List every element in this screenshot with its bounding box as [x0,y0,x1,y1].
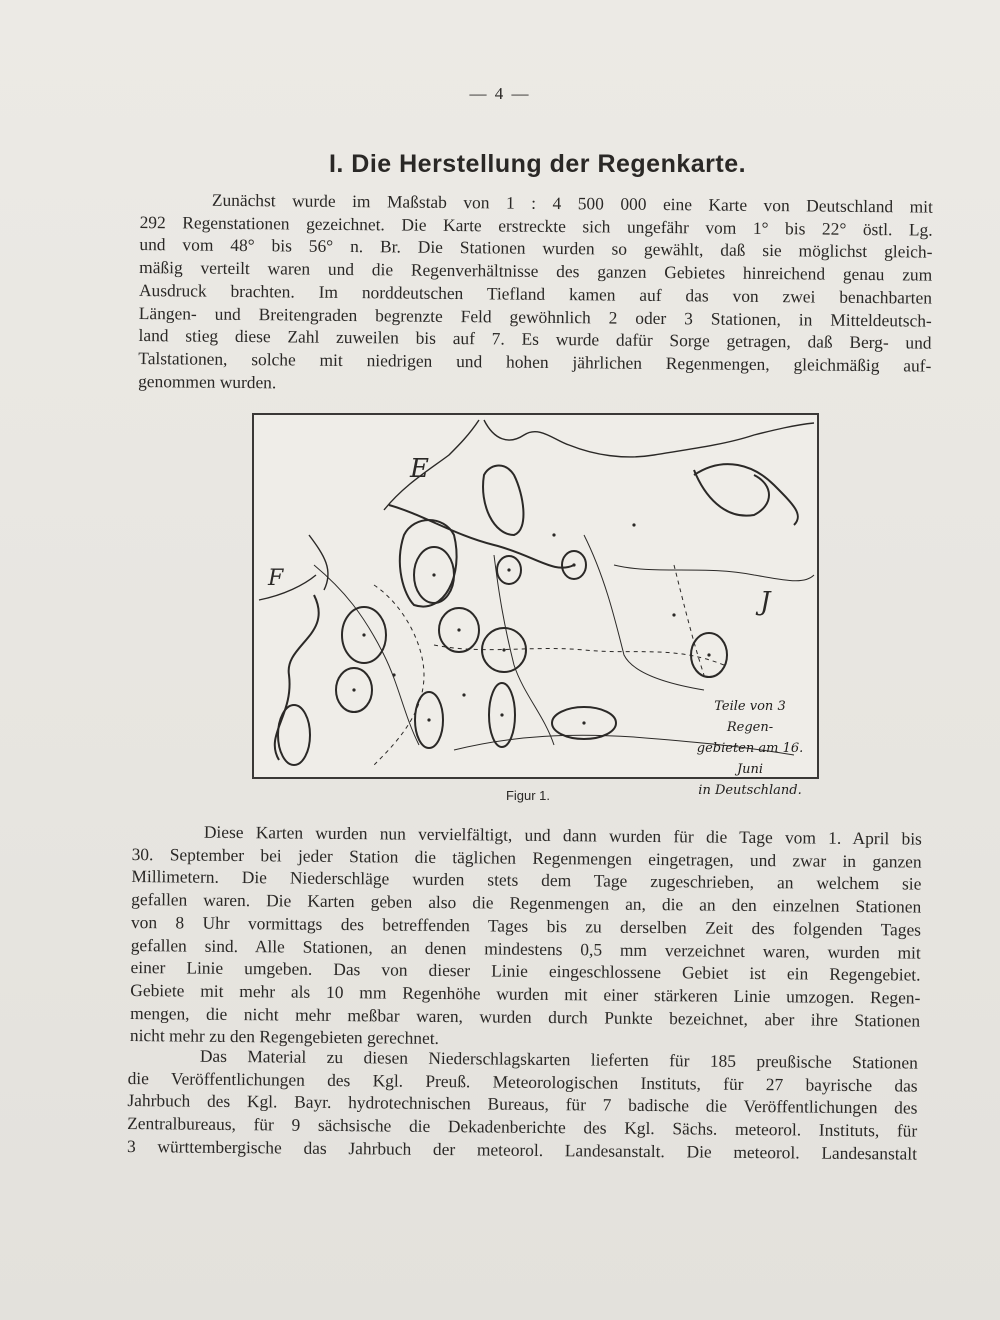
page-number: — 4 — [469,84,531,103]
text-line: 30. September bei jeder Station die täglichen Regenmengen eingetragen, und zwar in ganzen [131,843,922,872]
text-line: Zentralbureaus, für 9 sächsische die Dekadenberichte des Kgl. Sächs. meteorol. Instituts, für [127,1113,918,1141]
map-label-j: J [760,587,771,617]
text-line: von 8 Uhr vormittags des betreffenden Tages bis zu derselben Zeit des folgenden Tages [130,911,922,940]
text-line: Talstationen, solche mit niedrigen und hohen jährlichen Regenmengen, gleichmäßig auf- [138,347,932,376]
rain-area [694,470,769,516]
rain-area [389,505,574,568]
text-line: 292 Regenstationen gezeichnet. Die Karte erstreckte sich ungefähr vom 1° bis 22° östl. Lg. [139,211,933,240]
text-line: mengen, die nicht mehr meßbar waren, wurden durch Punkte bezeichnet, aber ihre Stationen [130,1002,921,1031]
annotation-line: gebieten am 16. Juni [696,741,804,777]
text-line: mäßig verteilt waren und die Regenverhältnisse des ganzen Gebietes hinreichend genau zum [139,257,933,285]
text-line: Ausdruck brachten. Im norddeutschen Tiefland kamen auf das von zwei benachbarten [138,279,933,308]
annotation-line: Teile von 3 Regen- [714,699,786,735]
map-label-e: E [410,454,429,484]
text-line: Millimetern. Die Niederschläge wurden stets dem Tage zugeschrieben, an welchem sie [131,866,922,894]
text-line: Zunächst wurde im Maßstab von 1 : 4 500 000 eine Karte von Deutschland mit [211,189,933,217]
text-line: einer Linie umgeben. Das von dieser Linie eingeschlossene Gebiet ist ein Regengebiet. [130,957,921,985]
text-line: nicht mehr zu den Regengebieten gerechnet. [129,1025,440,1049]
text-line: gefallen waren. Die Karten geben also die Regenmengen an, die an den einzelnen Stationen [131,889,922,917]
map-annotation [690,696,810,801]
border [374,585,424,765]
text-line: land stieg diese Zahl zuweilen bis auf 7. Es wurde dafür Sorge getragen, daß Berg- und [138,325,932,353]
border [434,645,724,665]
text-line: Jahrbuch des Kgl. Bayr. hydrotechnischen Bureaus, für 7 badische die Veröffentlichungen des [127,1090,918,1118]
text-line: 3 württembergische das Jahrbuch der meteorol. Landesanstalt. Die meteorol. Landesanstalt [126,1135,918,1164]
station-marks [352,523,710,724]
map-label-f: F [268,566,284,591]
text-line: Diese Karten wurden nun vervielfältigt, und dann wurden für die Tage vom 1. April bis [203,821,922,849]
text-line: Das Material zu diesen Niederschlagskarten lieferten für 185 preußische Stationen [199,1045,918,1073]
paragraph-intro [138,188,933,400]
coastline [384,420,814,510]
paragraph-method [130,820,922,1055]
river [314,565,419,745]
section-heading: I. Die Herstellung der Regenkarte. [328,150,747,178]
rain-area [483,466,523,535]
text-line: die Veröffentlichungen des Kgl. Preuß. Meteorologischen Instituts, für 27 bayrische das [127,1067,918,1096]
paragraph-sources [127,1044,918,1165]
text-line: gefallen sind. Alle Stationen, an denen mindestens 0,5 mm verzeichnet waren, wurden mit [130,934,921,963]
border [674,565,704,675]
text-line: genommen wurden. [138,370,277,392]
text-line: Gebiete mit mehr als 10 mm Regenhöhe wurden mit einer stärkeren Linie umzogen. Regen- [130,979,921,1008]
text-line: Längen- und Breitengraden begrenzte Feld gewöhnlich 2 oder 3 Stationen, in Mitteldeutsch- [138,302,932,331]
rain-area [278,705,310,765]
rain-area [275,595,319,760]
annotation-line: in Deutschland. [698,783,802,798]
text-line: und vom 48° bis 56° n. Br. Die Stationen wurden so gewählt, daß sie möglichst gleich- [139,234,933,263]
river [614,565,814,581]
figure-caption: Figur 1. [505,788,551,803]
